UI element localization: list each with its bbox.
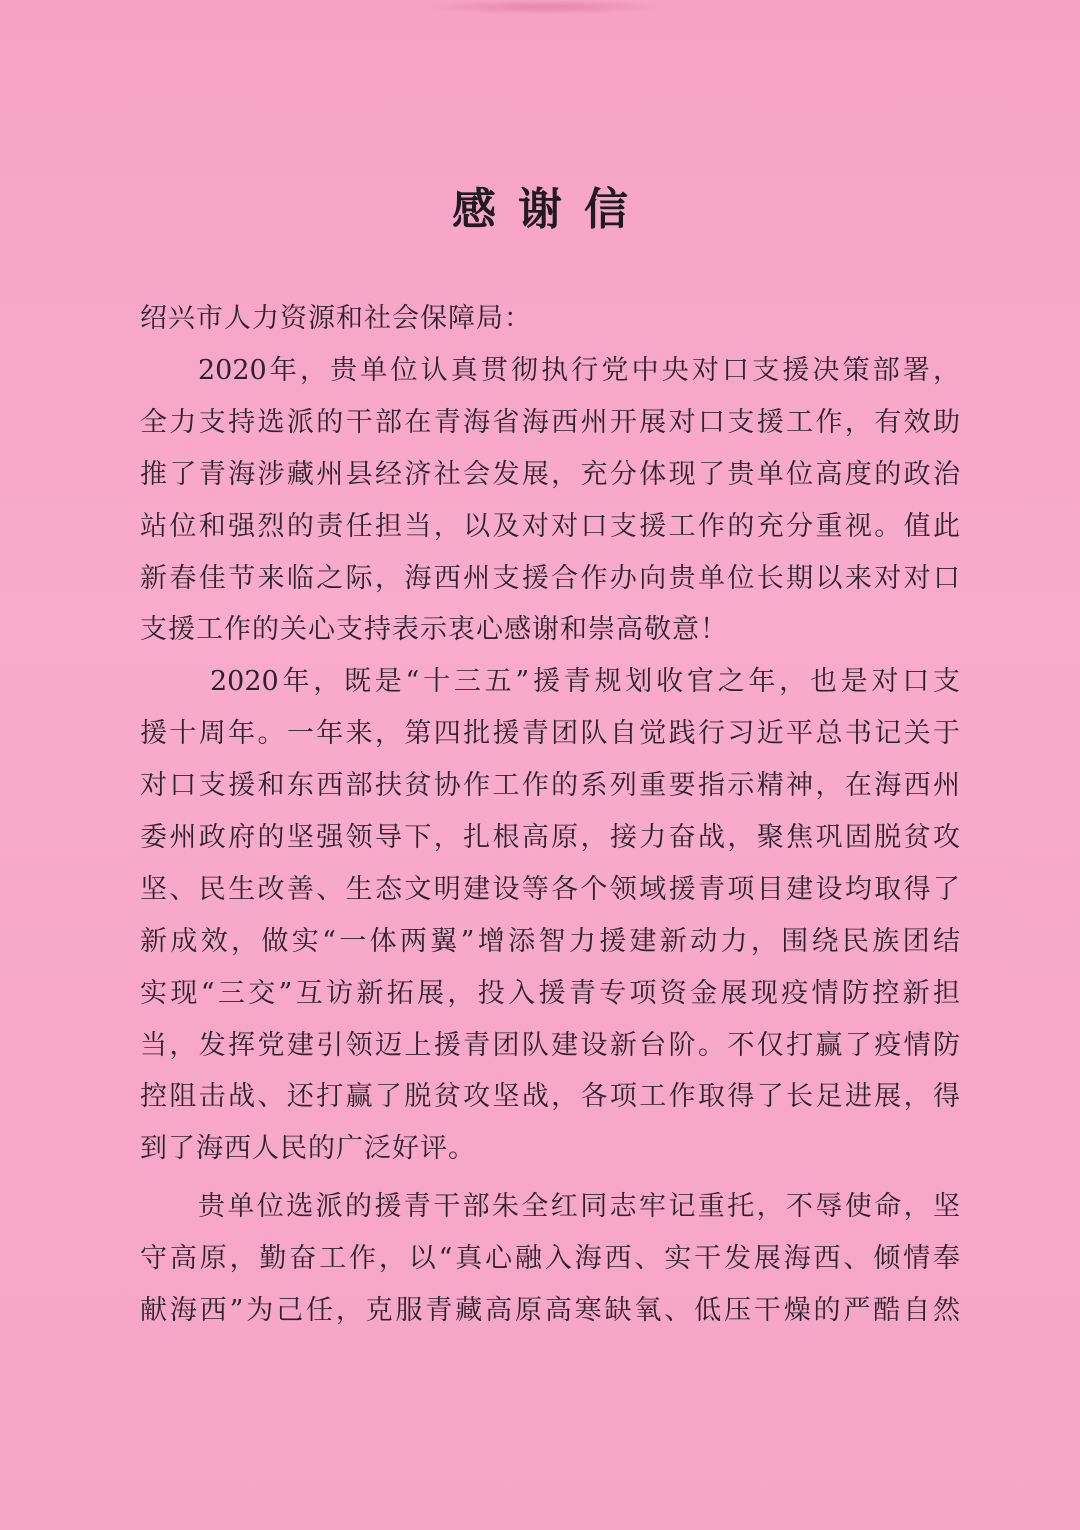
letter-title: 感谢信: [452, 184, 650, 235]
top-edge-stamp-bleed: [430, 0, 660, 14]
paragraph-line: 到了海西人民的广泛好评。: [140, 1133, 476, 1165]
paragraph-line: 2020年，贵单位认真贯彻执行党中央对口支援决策部署，: [198, 355, 960, 386]
paragraph-line: 控阻击战、还打赢了脱贫攻坚战，各项工作取得了长足进展，得: [140, 1081, 960, 1113]
paragraph-line: 对口支援和东西部扶贫协作工作的系列重要指示精神，在海西州: [140, 770, 960, 802]
paragraph-line: 新春佳节来临之际，海西州支援合作办向贵单位长期以来对对口: [140, 562, 960, 594]
paragraph-line: 守高原，勤奋工作，以“真心融入海西、实干发展海西、倾情奉: [140, 1243, 960, 1275]
paragraph-line: 献海西”为己任，克服青藏高原高寒缺氧、低压干燥的严酷自然: [140, 1295, 960, 1327]
paragraph-line: 2020年，既是“十三五”援青规划收官之年，也是对口支: [210, 666, 960, 698]
paragraph-line: 坚、民生改善、生态文明建设等各个领域援青项目建设均取得了: [140, 873, 960, 905]
paragraph-line: 推了青海涉藏州县经济社会发展，充分体现了贵单位高度的政治: [140, 458, 960, 490]
paragraph-line: 全力支持选派的干部在青海省海西州开展对口支援工作，有效助: [140, 406, 960, 438]
paragraph-3: [140, 1181, 960, 1337]
paragraph-line: 当，发挥党建引领迈上援青团队建设新台阶。不仅打赢了疫情防: [140, 1029, 960, 1061]
paragraph-2: [140, 656, 960, 1175]
paragraph-line: 支援工作的关心支持表示衷心感谢和崇高敬意！: [140, 614, 728, 646]
paragraph-line: 实现“三交”互访新拓展，投入援青专项资金展现疫情防控新担: [140, 977, 960, 1009]
paragraph-line: 援十周年。一年来，第四批援青团队自觉践行习近平总书记关于: [140, 718, 960, 750]
paragraph-line: 贵单位选派的援青干部朱全红同志牢记重托，不辱使命，坚: [198, 1191, 960, 1223]
paragraph-line: 委州政府的坚强领导下，扎根高原，接力奋战，聚焦巩固脱贫攻: [140, 822, 960, 854]
paragraph-line: 站位和强烈的责任担当，以及对对口支援工作的充分重视。值此: [140, 510, 960, 542]
letter-body: [140, 293, 960, 1337]
paragraph-line: 新成效，做实“一体两翼”增添智力援建新动力，围绕民族团结: [140, 925, 960, 957]
letter-salutation: 绍兴市人力资源和社会保障局：: [140, 303, 532, 334]
paragraph-1: [140, 345, 960, 656]
